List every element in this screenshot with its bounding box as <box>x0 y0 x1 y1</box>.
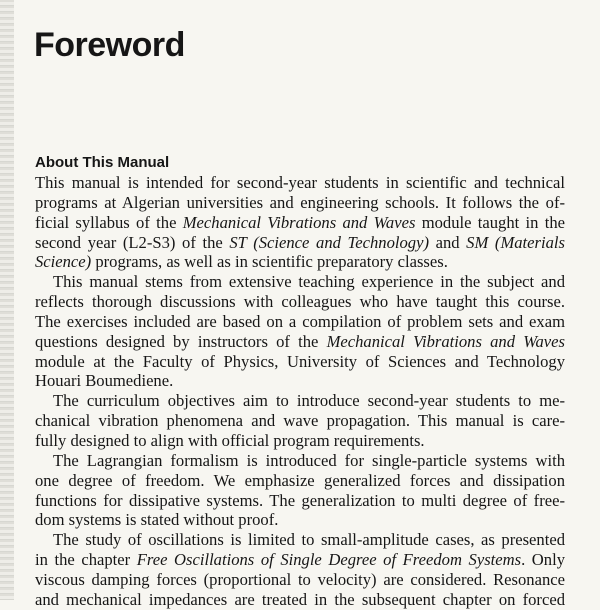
text: dom systems is stated without proof. <box>35 510 279 530</box>
text: viscous damping forces (proportional to velocity) are considered. Resonance <box>35 569 565 589</box>
text-line <box>35 272 565 292</box>
scan-edge <box>0 0 14 600</box>
text: This manual stems from extensive teaching experience in the subject and <box>53 272 565 292</box>
text: ficial syllabus of the <box>35 212 183 232</box>
paragraph <box>35 391 565 451</box>
text-line <box>35 411 565 431</box>
paragraph <box>35 530 565 609</box>
text: The Lagrangian formalism is introduced for single-particle systems with <box>53 450 565 470</box>
italic-text: Free Oscillations of Single Degree of Freedom Systems <box>136 550 522 570</box>
text-line <box>35 332 565 352</box>
text: The curriculum objectives aim to introduce second-year students to me- <box>53 391 565 411</box>
paragraph <box>35 272 565 391</box>
text: module taught in the <box>415 212 565 232</box>
text: reflects thorough discussions with colleagues who have taught this course. <box>35 292 565 312</box>
text-line <box>35 491 565 511</box>
text-line <box>35 451 565 471</box>
text: programs, as well as in scientific preparatory classes. <box>91 252 448 272</box>
text-line <box>35 510 565 530</box>
text: and mechanical impedances are treated in the subsequent chapter on forced <box>35 589 565 609</box>
italic-text: Mechanical Vibrations and Waves <box>326 331 565 351</box>
page-title: Foreword <box>34 26 185 64</box>
text: and <box>428 232 467 252</box>
text: This manual is intended for second-year students in scientific and technical <box>35 173 565 192</box>
paragraph <box>35 451 565 530</box>
text: The study of oscillations is limited to small-amplitude cases, as presented <box>53 530 565 550</box>
text: fully designed to align with official program requirements. <box>35 430 425 450</box>
text-line <box>35 252 565 272</box>
text-line <box>35 550 565 570</box>
paragraph <box>35 173 565 272</box>
text: in the chapter <box>35 550 137 570</box>
italic-text: ST (Science and Technology) <box>229 232 429 252</box>
section-heading: About This Manual <box>35 154 170 171</box>
text-line <box>35 391 565 411</box>
text-line <box>35 312 565 332</box>
text-line <box>35 471 565 491</box>
italic-text: Mechanical Vibrations and Waves <box>182 212 416 232</box>
text-line <box>35 193 565 213</box>
text: second year (L2-S3) of the <box>35 232 230 252</box>
text-line <box>35 570 565 590</box>
text-line <box>35 292 565 312</box>
italic-text: Science) <box>35 252 92 272</box>
text-line <box>35 352 565 372</box>
text: programs at Algerian universities and engineering schools. It follows the of- <box>35 192 565 212</box>
text-line <box>35 233 565 253</box>
italic-text: SM (Materials <box>466 232 565 252</box>
text-line <box>35 213 565 233</box>
text: functions for dissipative systems. The generalization to multi degree of free- <box>35 490 565 510</box>
text-line <box>35 431 565 451</box>
text: Houari Boumediene. <box>35 371 174 391</box>
text: The exercises included are based on a compilation of problem sets and exam <box>35 311 565 331</box>
text-line <box>35 371 565 391</box>
text: module at the Faculty of Physics, University of Sciences and Technology <box>35 351 565 371</box>
text-line <box>35 530 565 550</box>
text-line <box>35 173 565 193</box>
text: . Only <box>521 550 565 570</box>
body-text <box>35 173 565 610</box>
text: questions designed by instructors of the <box>35 331 327 351</box>
text: one degree of freedom. We emphasize generalized forces and dissipation <box>35 470 565 490</box>
text: chanical vibration phenomena and wave propagation. This manual is care- <box>35 411 565 431</box>
